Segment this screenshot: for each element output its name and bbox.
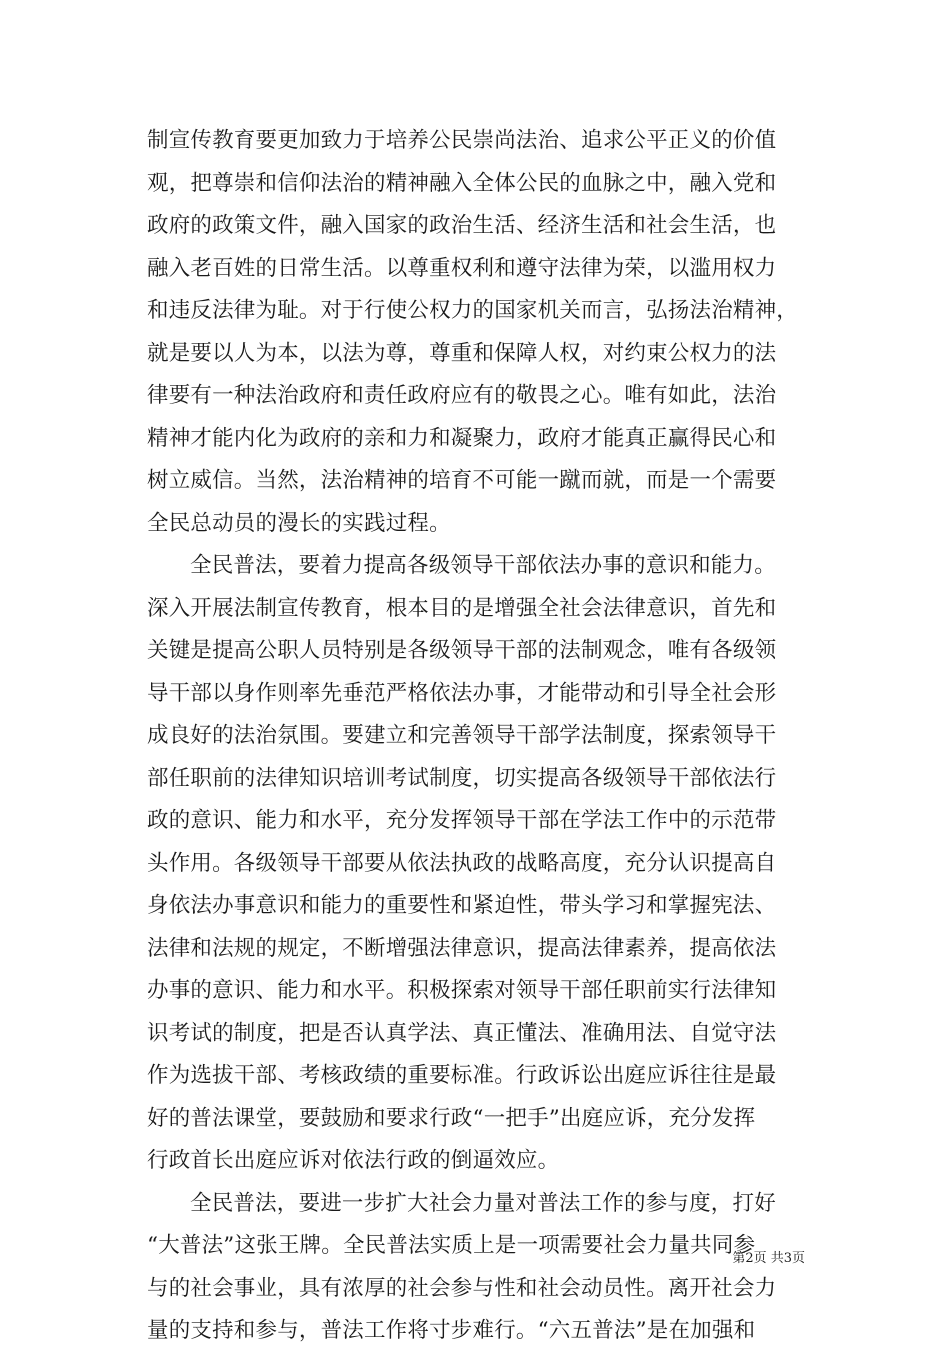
text-line: 政府的政策文件，融入国家的政治生活、经济生活和社会生活，也 — [147, 213, 777, 238]
text-line: 成良好的法治氛围。要建立和完善领导干部学法制度，探索领导干 — [147, 723, 777, 748]
text-line: 好的普法课堂，要鼓励和要求行政“一把手”出庭应诉，充分发挥 — [147, 1105, 756, 1131]
text-line: 融入老百姓的日常生活。以尊重权利和遵守法律为荣，以滥用权力 — [147, 255, 777, 281]
text-line: 全民普法，要着力提高各级领导干部依法办事的意识和能力。 — [190, 553, 776, 578]
text-line: 全民总动员的漫长的实践过程。 — [147, 510, 451, 536]
text-line: 全民普法，要进一步扩大社会力量对普法工作的参与度，打好 — [190, 1190, 776, 1216]
text-line: 关键是提高公职人员特别是各级领导干部的法制观念，唯有各级领 — [147, 638, 777, 663]
text-line: 法律和法规的规定，不断增强法律意识，提高法律素养，提高依法 — [147, 935, 777, 961]
text-line: “大普法”这张王牌。全民普法实质上是一项需要社会力量共同参 — [147, 1233, 756, 1258]
page-number: 第2页 共3页 — [732, 1251, 805, 1266]
text-line: 量的支持和参与，普法工作将寸步难行。“六五普法”是在加强和 — [147, 1318, 756, 1343]
text-line: 导干部以身作则率先垂范严格依法办事，才能带动和引导全社会形 — [147, 680, 777, 706]
text-line: 识考试的制度，把是否认真学法、真正懂法、准确用法、自觉守法 — [147, 1020, 777, 1046]
text-line: 精神才能内化为政府的亲和力和凝聚力，政府才能真正赢得民心和 — [147, 425, 777, 451]
text-line: 部任职前的法律知识培训考试制度，切实提高各级领导干部依法行 — [147, 765, 777, 791]
text-line: 行政首长出庭应诉对依法行政的倒逼效应。 — [147, 1148, 560, 1173]
text-line: 身依法办事意识和能力的重要性和紧迫性，带头学习和掌握宪法、 — [147, 893, 777, 918]
text-line: 律要有一种法治政府和责任政府应有的敬畏之心。唯有如此，法治 — [147, 383, 777, 408]
body-text — [147, 120, 807, 1353]
text-line: 深入开展法制宣传教育，根本目的是增强全社会法律意识，首先和 — [147, 595, 777, 621]
text-line: 制宣传教育要更加致力于培养公民崇尚法治、追求公平正义的价值 — [147, 128, 777, 153]
text-line: 政的意识、能力和水平，充分发挥领导干部在学法工作中的示范带 — [147, 808, 777, 833]
text-line: 和违反法律为耻。对于行使公权力的国家机关而言，弘扬法治精神， — [147, 298, 799, 323]
text-line: 观，把尊崇和信仰法治的精神融入全体公民的血脉之中，融入党和 — [147, 170, 777, 196]
text-line: 与的社会事业，具有浓厚的社会参与性和社会动员性。离开社会力 — [147, 1275, 777, 1301]
text-line: 树立威信。当然，法治精神的培育不可能一蹴而就，而是一个需要 — [147, 468, 777, 493]
text-line: 头作用。各级领导干部要从依法执政的战略高度，充分认识提高自 — [147, 850, 777, 876]
text-line: 作为选拔干部、考核政绩的重要标准。行政诉讼出庭应诉往往是最 — [147, 1063, 777, 1088]
text-line: 就是要以人为本，以法为尊，尊重和保障人权，对约束公权力的法 — [147, 340, 777, 366]
text-line: 办事的意识、能力和水平。积极探索对领导干部任职前实行法律知 — [147, 978, 777, 1003]
